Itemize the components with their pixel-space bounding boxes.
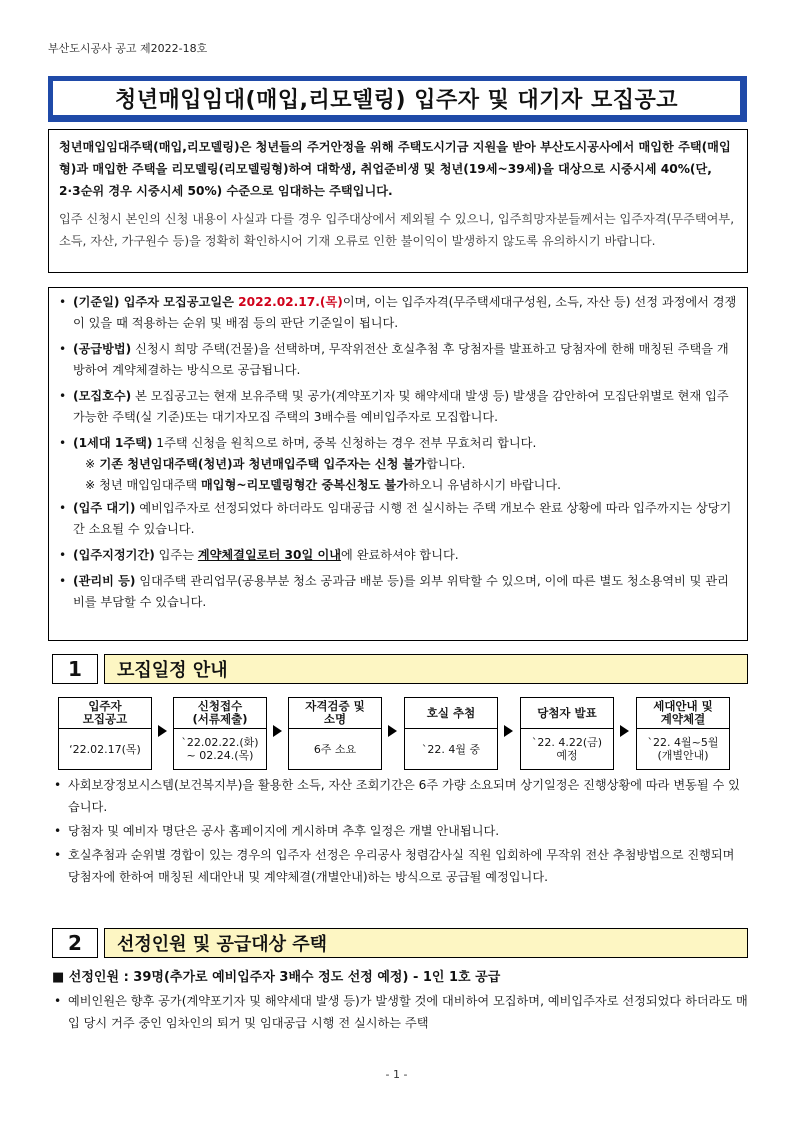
flow-step	[520, 697, 614, 770]
list-item: • 예비인원은 향후 공가(계약포기자 및 해약세대 발생 등)가 발생할 것에 대비하여 모집하며, 예비입주자로 선정되었다 하더라도 매입 당시 거주 중인 임차인의 퇴거 및 임대공급 시행 전 실시하는 주택	[52, 990, 750, 1034]
section-number: 2	[52, 928, 98, 958]
arrow-right-icon	[504, 725, 513, 737]
section-title: 모집일정 안내	[104, 654, 748, 684]
flow-step-date: 6주 소요	[313, 742, 357, 756]
section-title: 선정인원 및 공급대상 주택	[104, 928, 748, 958]
flow-step-date: `22. 4월~5월 (개별안내)	[647, 736, 719, 762]
flow-step	[58, 697, 152, 770]
flow-step-title: 당첨자 발표	[521, 698, 613, 729]
selection-heading: ■ 선정인원 : 39명(추가로 예비입주자 3배수 정도 선정 예정) - 1인 1호 공급	[52, 970, 501, 985]
selection-notes	[52, 990, 750, 1036]
list-item: • 당첨자 및 예비자 명단은 공사 홈페이지에 게시하며 추후 일정은 개별 안내됩니다.	[52, 820, 750, 842]
schedule-flow	[58, 697, 748, 769]
notice-management-fee: • (관리비 등) 임대주택 관리업무(공용부분 청소 공과금 배분 등)를 외부 위탁할 수 있으며, 이에 따른 별도 청소용역비 및 관리비를 부담할 수 있습니다.	[59, 571, 737, 613]
intro-summary: 청년매입임대주택(매입,리모델링)은 청년들의 주거안정을 위해 주택도시기금 지원을 받아 부산도시공사에서 매입한 주택(매입형)과 매입한 주택을 리모델링(리모델링형)하여 대학생, 취업준비생 및 청년(19세~39세)을 대상으로 시중시세 40%(단, 2·3순위 경우 시중시세 50%) 수준으로 임대하는 주택입니다.	[59, 140, 731, 198]
intro-caution: 입주 신청시 본인의 신청 내용이 사실과 다를 경우 입주대상에서 제외될 수 있으니, 입주희망자분들께서는 입주자격(무주택여부, 소득, 자산, 가구원수 등)을 정확히 확인하시어 기재 오류로 인한 불이익이 발생하지 않도록 유의하시기 바랍니다.	[59, 212, 735, 248]
flow-step-title: 세대안내 및 계약체결	[637, 698, 729, 729]
flow-step-title: 자격검증 및 소명	[289, 698, 381, 729]
notice-one-house: • (1세대 1주택) 1주택 신청을 원칙으로 하며, 중복 신청하는 경우 전부 무효처리 합니다. ※ 기존 청년임대주택(청년)과 청년매입주택 입주자는 신청 불가합니다. ※ 청년 매입임대주택 매입형~리모델링형간 중복신청도 불가하오니 유념하시기 바랍니다.	[59, 433, 737, 496]
notice-base-date: • (기준일) 입주자 모집공고일은 2022.02.17.(목)이며, 이는 입주자격(무주택세대구성원, 소득, 자산 등) 선정 과정에서 경쟁이 있을 때 적용하는 순위 및 배점 등의 판단 기준일이 됩니다.	[59, 292, 737, 334]
list-item: • 사회보장정보시스템(보건복지부)을 활용한 소득, 자산 조회기간은 6주 가량 소요되며 상기일정은 진행상황에 따라 변동될 수 있습니다.	[52, 774, 750, 818]
flow-step	[288, 697, 382, 770]
flow-step	[636, 697, 730, 770]
flow-step-title: 호실 추첨	[405, 698, 497, 729]
notice-sub-2: ※ 청년 매입임대주택 매입형~리모델링형간 중복신청도 불가하오니 유념하시기 바랍니다.	[85, 478, 562, 492]
flow-step	[173, 697, 267, 770]
notice-move-in-period: • (입주지정기간) 입주는 계약체결일로터 30일 이내에 완료하셔야 합니다.	[59, 545, 737, 566]
notice-sub-1: ※ 기존 청년임대주택(청년)과 청년매입주택 입주자는 신청 불가합니다.	[85, 457, 466, 471]
page-title: 청년매입임대(매입,리모델링) 입주자 및 대기자 모집공고	[53, 81, 740, 115]
notice-box	[48, 287, 748, 641]
flow-step-title: 신청접수 (서류제출)	[174, 698, 266, 729]
title-banner	[48, 76, 747, 122]
flow-step-date: ‘22.02.17(목)	[69, 742, 141, 756]
notice-supply-method: • (공급방법) 신청시 희망 주택(건물)을 선택하며, 무작위전산 호실추첨 후 당첨자를 발표하고 당첨자에 한해 매칭된 주택을 개방하여 계약체결하는 방식으로 공급됩니다.	[59, 339, 737, 381]
flow-step-date: `22.02.22.(화) ~ 02.24.(목)	[181, 736, 259, 762]
notice-waiting: • (입주 대기) 예비입주자로 선정되었다 하더라도 임대공급 시행 전 실시하는 주택 개보수 완료 상황에 따라 입주까지는 상당기간 소요될 수 있습니다.	[59, 498, 737, 540]
flow-step-date: `22. 4월 중	[421, 742, 481, 756]
arrow-right-icon	[158, 725, 167, 737]
announcement-number: 부산도시공사 공고 제2022-18호	[48, 42, 208, 55]
section-number: 1	[52, 654, 98, 684]
list-item: • 호실추첨과 순위별 경합이 있는 경우의 입주자 선정은 우리공사 청렴감사실 직원 입회하에 무작위 전산 추첨방법으로 진행되며 당첨자에 한하여 매칭된 세대안내 및 계약체결(개별안내)하는 방식으로 공급될 예정입니다.	[52, 844, 750, 888]
flow-step	[404, 697, 498, 770]
schedule-notes	[52, 774, 750, 890]
flow-step-title: 입주자 모집공고	[59, 698, 151, 729]
notice-recruit-count: • (모집호수) 본 모집공고는 현재 보유주택 및 공가(계약포기자 및 해약세대 발생 등) 발생을 감안하여 모집단위별로 현재 입주가능한 주택(실 기준)또는 대기자모집 주택의 3배수를 예비입주자로 모집합니다.	[59, 386, 737, 428]
flow-step-date: `22. 4.22(금) 예정	[531, 736, 603, 762]
intro-box	[48, 129, 748, 273]
arrow-right-icon	[273, 725, 282, 737]
page-number: - 1 -	[385, 1068, 408, 1081]
arrow-right-icon	[620, 725, 629, 737]
base-date: 2022.02.17.(목)	[238, 295, 343, 309]
arrow-right-icon	[388, 725, 397, 737]
section-1-heading	[52, 654, 748, 684]
section-2-heading	[52, 928, 748, 958]
